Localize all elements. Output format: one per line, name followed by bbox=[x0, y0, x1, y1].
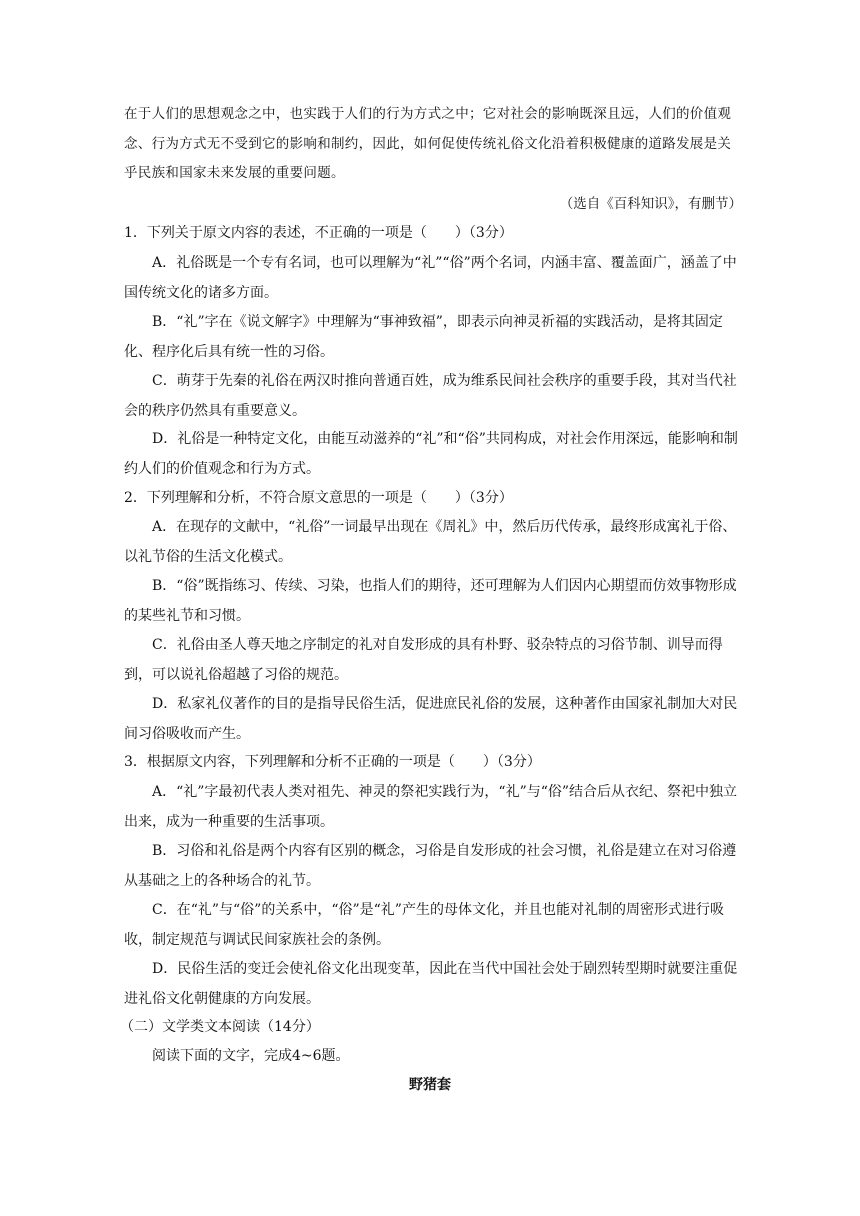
section-heading: （二）文学类文本阅读（14分） bbox=[120, 1019, 320, 1035]
question-2-option-c: C．礼俗由圣人尊天地之序制定的礼对自发形成的具有朴野、驳杂特点的习俗节制、训导而得到，可以说礼俗超越了习俗的规范。 bbox=[124, 637, 723, 683]
story-title: 野猪套 bbox=[409, 1077, 451, 1093]
question-3-option-c: C．在“礼”与“俗”的关系中，“俗”是“礼”产生的母体文化，并且也能对礼制的周密形式进行吸收，制定规范与调试民间家族社会的条例。 bbox=[124, 902, 724, 948]
question-2-option-d: D．私家礼仪著作的目的是指导民俗生活，促进庶民礼俗的发展，这种著作由国家礼制加大对民间习俗吸收而产生。 bbox=[124, 696, 738, 742]
source-citation: （选自《百科知识》，有删节） bbox=[559, 196, 742, 212]
question-1-option-b: B．“礼”字在《说文解字》中理解为“事神致福”，即表示向神灵祈福的实践活动，是将其固定化、程序化后具有统一性的习俗。 bbox=[124, 314, 723, 360]
intro-paragraph: 在于人们的思想观念之中，也实践于人们的行为方式之中；它对社会的影响既深且远，人们的价值观念、行为方式无不受到它的影响和制约，因此，如何促使传统礼俗文化沿着积极健康的道路发展是关乎民族和国家未来发展的重要问题。 bbox=[124, 106, 732, 181]
question-1-option-d: D．礼俗是一种特定文化，由能互动滋养的“礼”和“俗”共同构成，对社会作用深远，能影响和制约人们的价值观念和行为方式。 bbox=[124, 431, 738, 477]
question-1-option-a: A．礼俗既是一个专有名词，也可以理解为“礼”“俗”两个名词，内涵丰富、覆盖面广，涵盖了中国传统文化的诸多方面。 bbox=[124, 255, 737, 301]
question-2-option-a: A．在现存的文献中，“礼俗”一词最早出现在《周礼》中，然后历代传承，最终形成寓礼于俗、以礼节俗的生活文化模式。 bbox=[124, 519, 737, 565]
question-1-option-c: C．萌芽于先秦的礼俗在两汉时推向普通百姓，成为维系民间社会秩序的重要手段，其对当代社会的秩序仍然具有重要意义。 bbox=[124, 373, 737, 419]
question-3-option-d: D．民俗生活的变迁会使礼俗文化出现变革，因此在当代中国社会处于剧烈转型期时就要注重促进礼俗文化朝健康的方向发展。 bbox=[124, 961, 738, 1007]
question-2-option-b: B．“俗”既指练习、传续、习染，也指人们的期待，还可理解为人们因内心期望而仿效事物形成的某些礼节和习惯。 bbox=[124, 578, 737, 624]
question-2-stem: 2．下列理解和分析，不符合原文意思的一项是（ ）（3分） bbox=[124, 490, 513, 506]
question-3-stem: 3．根据原文内容，下列理解和分析不正确的一项是（ ）（3分） bbox=[124, 754, 541, 770]
question-3-option-b: B．习俗和礼俗是两个内容有区别的概念，习俗是自发形成的社会习惯，礼俗是建立在对习俗遵从基础之上的各种场合的礼节。 bbox=[124, 843, 737, 889]
reading-instruction: 阅读下面的文字，完成4~6题。 bbox=[152, 1048, 350, 1064]
question-1-stem: 1．下列关于原文内容的表述，不正确的一项是（ ）（3分） bbox=[124, 225, 513, 241]
question-3-option-a: A．“礼”字最初代表人类对祖先、神灵的祭祀实践行为，“礼”与“俗”结合后从衣纪、祭祀中独立出来，成为一种重要的生活事项。 bbox=[124, 784, 738, 830]
